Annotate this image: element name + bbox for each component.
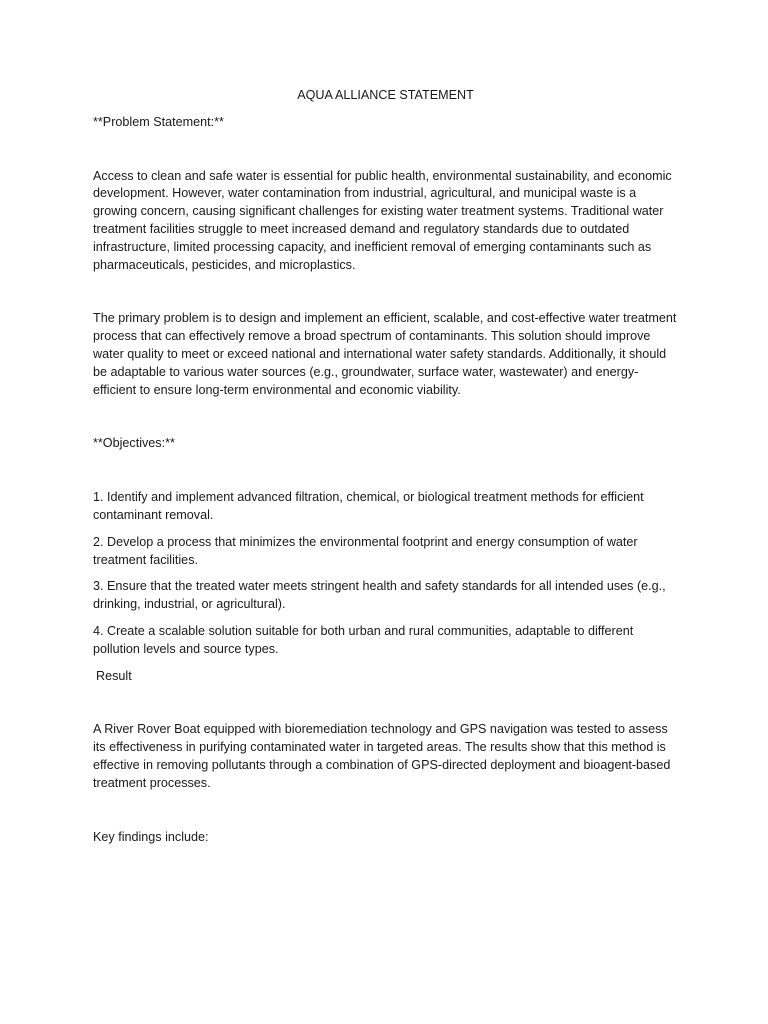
problem-paragraph-2: The primary problem is to design and implement an efficient, scalable, and cost-effective water treatment process that can effectively remove a broad spectrum of contaminants. This solution should improve water quality to meet or exceed national and international water safety standards. Additionally, it should be adaptable to various water sources (e.g., groundwater, surface water, wastewater) and energy-efficient to ensure long-term environmental and economic viability.: [93, 311, 677, 397]
objective-item-1: 1. Identify and implement advanced filtration, chemical, or biological treatment methods for efficient contaminant removal.: [93, 490, 644, 522]
problem-statement-heading: **Problem Statement:**: [93, 114, 224, 129]
key-findings-label: Key findings include:: [93, 829, 209, 844]
objectives-heading: **Objectives:**: [93, 436, 175, 451]
result-heading: Result: [96, 668, 132, 683]
objective-item-2: 2. Develop a process that minimizes the environmental footprint and energy consumption of water treatment facilities.: [93, 534, 638, 567]
problem-paragraph-1: Access to clean and safe water is essential for public health, environmental sustainability, and economic development. However, water contamination from industrial, agricultural, and municipal waste is a growing concern, causing significant challenges for existing water treatment systems. Traditional water treatment facilities struggle to meet increased demand and regulatory standards due to outdated infrastructure, limited processing capacity, and inefficient removal of emerging contaminants such as pharmaceuticals, pesticides, and microplastics.: [93, 168, 672, 272]
result-paragraph: A River Rover Boat equipped with bioremediation technology and GPS navigation was tested to assess its effectiveness in purifying contaminated water in targeted areas. The results show that this method is effective in removing pollutants through a combination of GPS-directed deployment and bioagent-based treatment processes.: [93, 722, 671, 790]
document-title: AQUA ALLIANCE STATEMENT: [297, 88, 474, 102]
objective-item-4: 4. Create a scalable solution suitable for both urban and rural communities, adaptable to different pollution levels and source types.: [93, 623, 634, 656]
document-body: [93, 87, 678, 846]
objective-item-3: 3. Ensure that the treated water meets stringent health and safety standards for all intended uses (e.g., drinking, industrial, or agricultural).: [93, 579, 666, 612]
